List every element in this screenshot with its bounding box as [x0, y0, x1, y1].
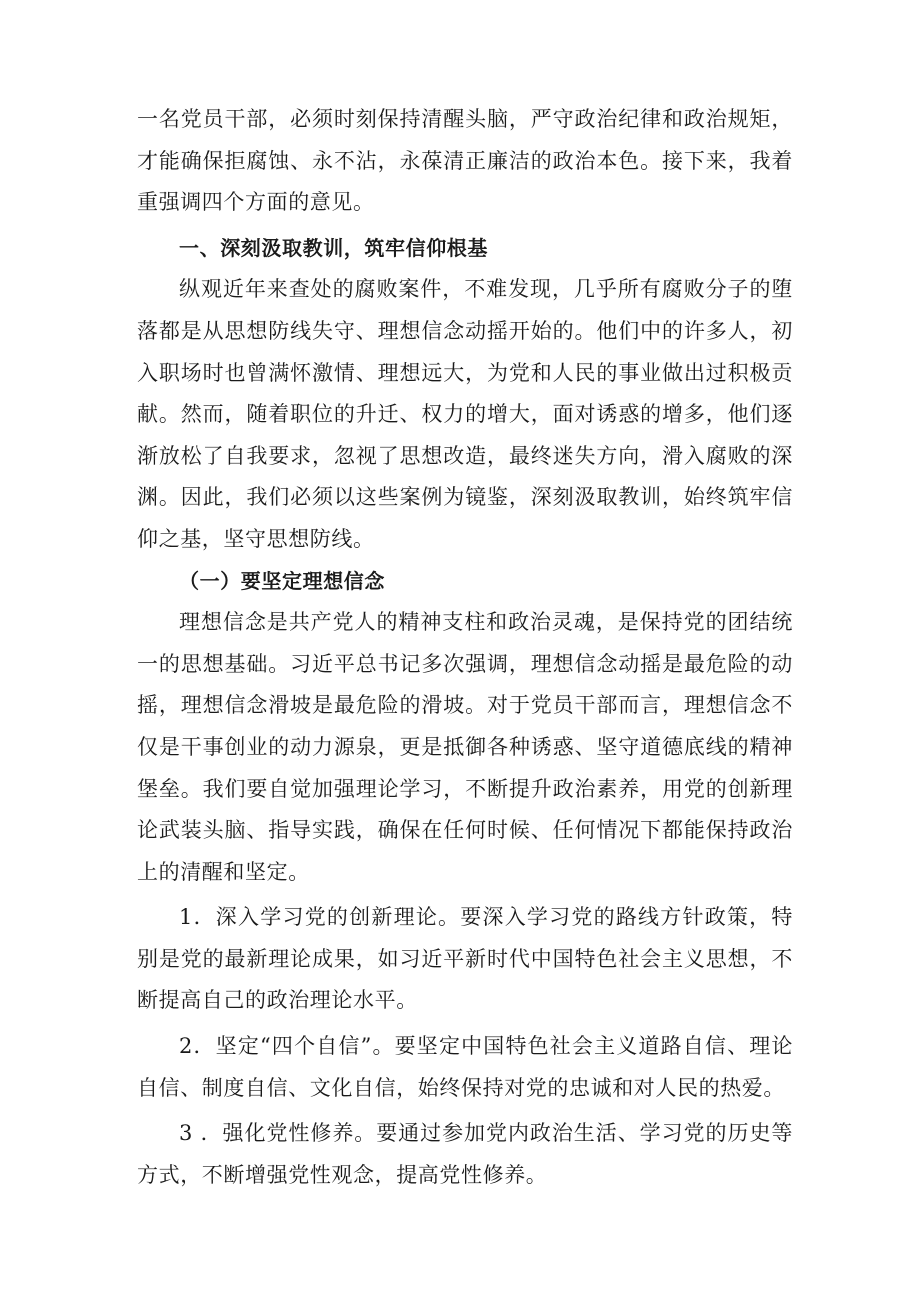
- list-item-2: 2．坚定“四个自信”。要坚定中国特色社会主义道路自信、理论自信、制度自信、文化自信，始终保持对党的忠诚和对人民的热爱。: [137, 1034, 793, 1100]
- section-heading: 一、深刻汲取教训，筑牢信仰根基: [179, 235, 488, 260]
- section-body-paragraph: 纵观近年来查处的腐败案件，不难发现，几乎所有腐败分子的堕落都是从思想防线失守、理想信念动摇开始的。他们中的许多人，初入职场时也曾满怀激情、理想远大，为党和人民的事业做出过积极贡献。然而，随着职位的升迁、权力的增大，面对诱惑的增多，他们逐渐放松了自我要求，忽视了思想改造，最终迷失方向，滑入腐败的深渊。因此，我们必须以这些案例为镜鉴，深刻汲取教训，始终筑牢信仰之基，坚守思想防线。: [137, 277, 793, 551]
- intro-paragraph: 一名党员干部，必须时刻保持清醒头脑，严守政治纪律和政治规矩，才能确保拒腐蚀、永不沾，永葆清正廉洁的政治本色。接下来，我着重强调四个方面的意见。: [137, 107, 793, 215]
- subsection-body-paragraph: 理想信念是共产党人的精神支柱和政治灵魂，是保持党的团结统一的思想基础。习近平总书记多次强调，理想信念动摇是最危险的动摇，理想信念滑坡是最危险的滑坡。对于党员干部而言，理想信念不仅是干事创业的动力源泉，更是抵御各种诱惑、坚守道德底线的精神堡垒。我们要自觉加强理论学习，不断提升政治素养，用党的创新理论武装头脑、指导实践，确保在任何时候、任何情况下都能保持政治上的清醒和坚定。: [137, 610, 793, 884]
- subsection-heading: （一）要坚定理想信念: [179, 568, 385, 593]
- list-item-1: 1．深入学习党的创新理论。要深入学习党的路线方针政策，特别是党的最新理论成果，如习近平新时代中国特色社会主义思想，不断提高自己的政治理论水平。: [137, 905, 793, 1013]
- list-item-3: 3 ．强化党性修养。要通过参加党内政治生活、学习党的历史等方式，不断增强党性观念，提高党性修养。: [137, 1121, 793, 1187]
- document-body: [137, 99, 793, 1196]
